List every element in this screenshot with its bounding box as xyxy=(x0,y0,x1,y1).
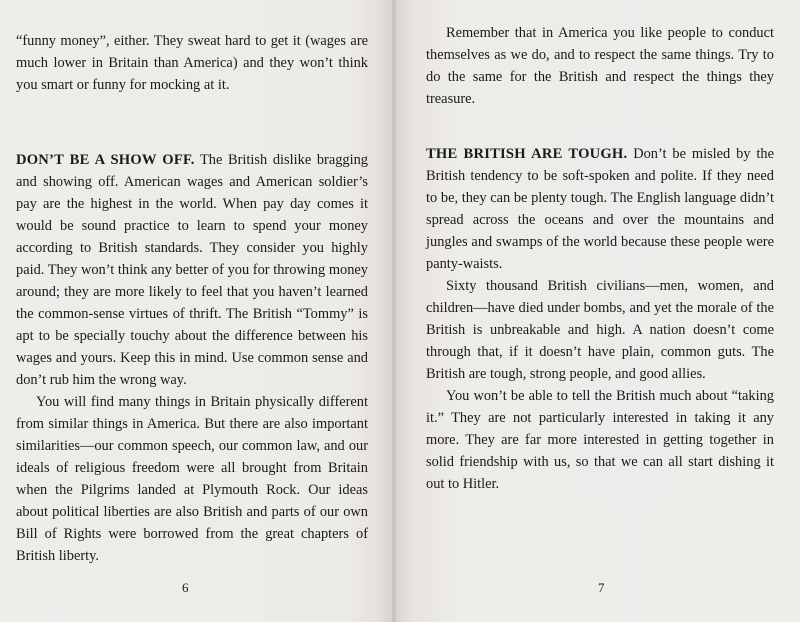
left-top-paragraph: “funny money”, either. They sweat hard to get it (wages are much lower in Britain than America) and they won’t think you smart or funny for mocking at it. xyxy=(16,33,368,93)
page-number-left: 6 xyxy=(182,580,189,595)
left-section-paragraph xyxy=(16,149,368,391)
left-main-block xyxy=(16,149,368,567)
right-section-heading: THE BRITISH ARE TOUGH. xyxy=(426,146,628,162)
right-main-block xyxy=(426,143,774,495)
right-section-paragraph xyxy=(426,143,774,275)
right-paragraph-2: Sixty thousand British civilians—men, women, and children—have died under bombs, and yet the morale of the British is unbreakable and high. A nation doesn’t come through that, if it doesn’t have plain, common guts. The British are tough, strong people, and good allies. xyxy=(426,278,774,382)
right-top-paragraph: Remember that in America you like people to conduct themselves as we do, and to respect the same things. Try to do the same for the British and respect the things they treasure. xyxy=(426,25,774,107)
right-page xyxy=(396,0,800,622)
right-top-block xyxy=(426,22,774,110)
right-section-text: Don’t be misled by the British tendency to be soft-spoken and polite. If they need to be, they can be plenty tough. The English language didn’t spread across the oceans and over the mountains and jungles and swamps of the world because these people were panty-waists. xyxy=(426,146,774,272)
page-number-right: 7 xyxy=(598,580,605,595)
right-paragraph-3: You won’t be able to tell the British much about “taking it.” They are not particularly interested in taking it any more. They are far more interested in getting together in solid friendship with us, so that we can all start dishing it out to Hitler. xyxy=(426,388,774,492)
left-top-block xyxy=(16,30,368,96)
left-paragraph-2: You will find many things in Britain physically different from similar things in America. But there are also important similarities—our common speech, our common law, and our ideals of religious freedom were all brought from Britain when the Pilgrims landed at Plymouth Rock. Our ideas about political liberties are also British and parts of our own Bill of Rights were borrowed from the great chapters of British liberty. xyxy=(16,394,368,564)
left-section-text: The British dislike bragging and showing off. American wages and American soldier’s pay are the highest in the world. When pay day comes it would be sound practice to learn to spend your money according to British standards. They consider you highly paid. They won’t think any better of you for throwing money around; they are more likely to feel that you haven’t learned the common-sense virtues of thrift. The British “Tommy” is apt to be specially touchy about the difference between his wages and yours. Keep this in mind. Use common sense and don’t rub him the wrong way. xyxy=(16,152,369,388)
left-page xyxy=(0,0,392,622)
left-section-heading: DON’T BE A SHOW OFF. xyxy=(16,152,195,168)
